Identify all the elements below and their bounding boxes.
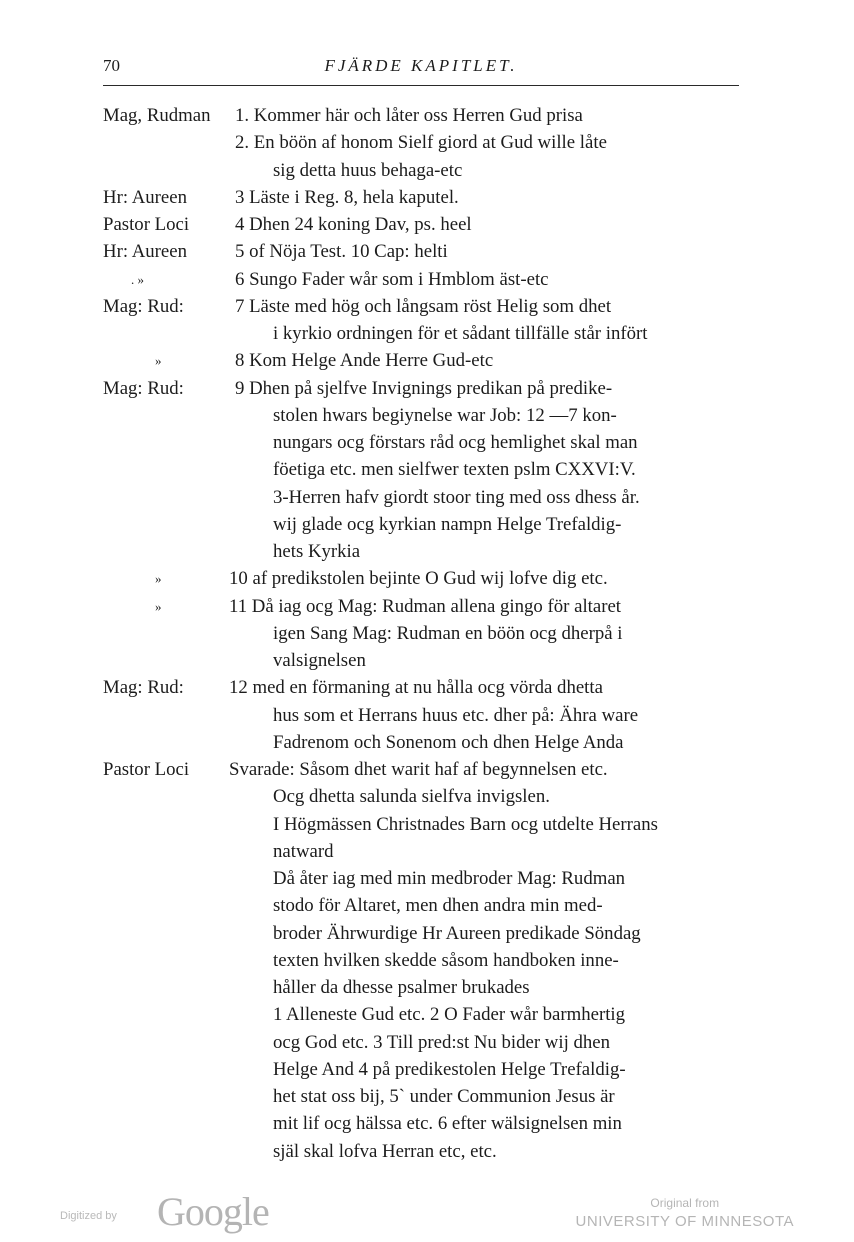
entry-row	[103, 593, 753, 675]
page-header	[103, 56, 739, 82]
entry-text	[235, 266, 753, 293]
speaker-label: Mag: Rud:	[103, 295, 184, 317]
entry-text	[229, 756, 753, 1165]
speaker-label: »	[155, 598, 162, 614]
text-line: hets Kyrkia	[273, 541, 361, 562]
entry-text	[235, 102, 753, 129]
speaker-label: Mag, Rudman	[103, 105, 211, 126]
text-line: 1 Alleneste Gud etc. 2 O Fader wår barmhertig	[273, 1004, 626, 1026]
source-university: UNIVERSITY OF MINNESOTA	[575, 1213, 794, 1230]
speaker-label: Pastor Loci	[103, 759, 190, 780]
entry-text	[235, 293, 753, 348]
speaker-label: . »	[131, 271, 144, 287]
text-line: 4 Dhen 24 koning Dav, ps. heel	[235, 214, 472, 235]
text-line: 5 of Nöja Test. 10 Cap: helti	[235, 241, 448, 263]
entry-text	[229, 593, 753, 675]
speaker-label: Pastor Loci	[103, 214, 190, 235]
text-line: stolen hwars begiynelse war Job: 12 —7 kon-	[273, 404, 617, 426]
text-line: Då åter iag med min medbroder Mag: Rudman	[273, 868, 626, 889]
speaker-label	[103, 129, 261, 156]
text-line: 3-Herren hafv giordt stoor ting med oss dhess år.	[273, 486, 640, 508]
entry-text	[235, 375, 753, 566]
speaker-label: »	[155, 571, 162, 587]
entry-row	[103, 211, 753, 238]
text-line: nungars ocg förstars råd ocg hemlighet skal man	[273, 432, 638, 453]
entry-row	[103, 238, 753, 265]
text-line: 3 Läste i Reg. 8, hela kaputel.	[235, 186, 459, 208]
entry-text	[229, 565, 753, 592]
entry-text	[235, 211, 753, 238]
text-line: Fadrenom och Sonenom och dhen Helge Anda	[273, 731, 624, 753]
text-line: hus som et Herrans huus etc. dher på: Ähra ware	[273, 704, 639, 726]
entry-row	[103, 756, 753, 1165]
text-line: 2. En böön af honom Sielf giord at Gud wille låte	[235, 132, 607, 154]
text-line: Helge And 4 på predikestolen Helge Trefaldig-	[273, 1058, 626, 1080]
text-line: själ skal lofva Herran etc, etc.	[273, 1140, 497, 1162]
header-rule	[103, 85, 739, 86]
text-line: 7 Läste med hög och långsam röst Helig som dhet	[235, 295, 612, 317]
entry-row	[103, 347, 753, 374]
source-original-from: Original from	[650, 1196, 720, 1210]
entry-text	[229, 674, 753, 756]
speaker-label: Hr: Aureen	[103, 241, 187, 263]
digitized-by-label: Digitized by	[60, 1210, 117, 1222]
text-line: i kyrkio ordningen för et sådant tillfälle står infört	[273, 323, 648, 344]
source-attribution	[576, 1196, 794, 1230]
speaker-label: Mag: Rud:	[103, 677, 184, 699]
entry-text	[235, 238, 753, 265]
page-number: 70	[103, 56, 120, 75]
text-line: Svarade: Såsom dhet warit haf af begynnelsen etc.	[229, 759, 608, 780]
entry-text	[235, 184, 753, 211]
text-line: mit lif ocg hälssa etc. 6 efter wälsignelsen min	[273, 1113, 622, 1135]
speaker-label: Hr: Aureen	[103, 186, 187, 208]
entry-row	[103, 293, 753, 348]
entry-text	[235, 347, 753, 374]
speaker-label: »	[155, 353, 162, 369]
speaker-label: Mag: Rud:	[103, 377, 184, 399]
text-line: stodo för Altaret, men dhen andra min med-	[273, 895, 603, 917]
text-line: håller da dhesse psalmer brukades	[273, 977, 530, 998]
text-line: valsignelsen	[273, 650, 366, 671]
text-line: het stat oss bij, 5` under Communion Jesus är	[273, 1086, 615, 1107]
text-line: 1. Kommer här och låter oss Herren Gud prisa	[235, 105, 583, 126]
entry-row	[103, 375, 753, 566]
entry-row	[103, 674, 753, 756]
running-head: FJÄRDE KAPITLET.	[324, 56, 518, 75]
text-line: 10 af predikstolen bejinte O Gud wij lofve dig etc.	[229, 568, 608, 590]
text-line: texten hvilken skedde såsom handboken inne-	[273, 949, 619, 971]
google-logo: Google	[157, 1189, 269, 1234]
page-body	[103, 102, 753, 1165]
text-line: wij glade ocg kyrkian nampn Helge Trefaldig-	[273, 513, 622, 535]
text-line: 11 Då iag ocg Mag: Rudman allena gingo för altaret	[229, 595, 622, 617]
text-line: natward	[273, 840, 334, 862]
entry-row	[103, 565, 753, 592]
text-line: föetiga etc. men sielfwer texten pslm CXXVI:V.	[273, 459, 636, 481]
entry-text	[235, 129, 753, 184]
text-line: 6 Sungo Fader wår som i Hmblom äst-etc	[235, 268, 549, 290]
entry-row	[103, 184, 753, 211]
text-line: igen Sang Mag: Rudman en böön ocg dherpå i	[273, 622, 623, 644]
entry-row	[103, 102, 753, 129]
text-line: 12 med en förmaning at nu hålla ocg vörda dhetta	[229, 677, 603, 699]
text-line: sig detta huus behaga-etc	[273, 159, 463, 181]
text-line: ocg God etc. 3 Till pred:st Nu bider wij dhen	[273, 1031, 610, 1053]
entry-row	[103, 266, 753, 293]
text-line: I Högmässen Christnades Barn ocg utdelte Herrans	[273, 813, 658, 835]
entry-row	[103, 129, 753, 184]
text-line: 9 Dhen på sjelfve Invignings predikan på predike-	[235, 377, 613, 399]
text-line: broder Ährwurdige Hr Aureen predikade Söndag	[273, 922, 641, 944]
text-line: 8 Kom Helge Ande Herre Gud-etc	[235, 350, 494, 372]
text-line: Ocg dhetta salunda sielfva invigslen.	[273, 786, 550, 808]
